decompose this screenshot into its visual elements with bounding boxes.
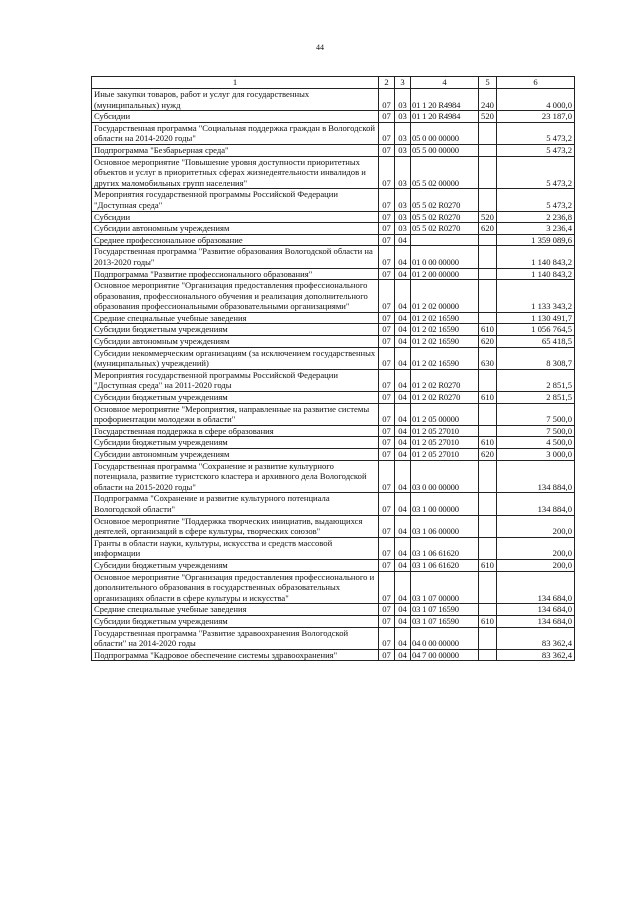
amount-cell: 2 236,8 xyxy=(497,211,575,223)
expense-type-cell: 520 xyxy=(479,111,497,123)
table-row xyxy=(92,604,575,616)
expense-type-cell xyxy=(479,649,497,661)
row-name-cell: Среднее профессиональное образование xyxy=(92,234,379,246)
section-cell: 07 xyxy=(379,211,395,223)
table-row xyxy=(92,649,575,661)
amount-cell: 1 056 764,5 xyxy=(497,324,575,336)
target-article-cell: 01 2 00 00000 xyxy=(411,268,479,280)
table-row xyxy=(92,347,575,369)
subsection-cell: 03 xyxy=(395,89,411,111)
table-row xyxy=(92,425,575,437)
section-cell: 07 xyxy=(379,627,395,649)
section-cell: 07 xyxy=(379,223,395,235)
section-cell: 07 xyxy=(379,122,395,144)
subsection-cell: 04 xyxy=(395,234,411,246)
subsection-cell: 03 xyxy=(395,211,411,223)
row-name-cell: Государственная программа "Сохранение и развитие культурного потенциала, развитие туристского кластера и архивного дела Вологодской области на 2015-2020 годы" xyxy=(92,460,379,493)
row-name-cell: Основное мероприятие "Повышение уровня доступности приоритетных объектов и услуг в приоритетных сферах жизнедеятельности инвалидов и других маломобильных групп населения" xyxy=(92,156,379,189)
amount-cell: 134 684,0 xyxy=(497,571,575,604)
expense-type-cell xyxy=(479,403,497,425)
subsection-cell: 04 xyxy=(395,571,411,604)
amount-cell: 1 130 491,7 xyxy=(497,312,575,324)
amount-cell: 1 140 843,2 xyxy=(497,246,575,268)
amount-cell: 200,0 xyxy=(497,559,575,571)
table-row xyxy=(92,392,575,404)
amount-cell: 200,0 xyxy=(497,515,575,537)
expense-type-cell xyxy=(479,234,497,246)
target-article-cell: 01 1 20 R4984 xyxy=(411,111,479,123)
row-name-cell: Иные закупки товаров, работ и услуг для государственных (муниципальных) нужд xyxy=(92,89,379,111)
row-name-cell: Субсидии автономным учреждениям xyxy=(92,449,379,461)
section-cell: 07 xyxy=(379,515,395,537)
table-row xyxy=(92,515,575,537)
expense-type-cell: 620 xyxy=(479,223,497,235)
expense-type-cell xyxy=(479,312,497,324)
target-article-cell: 04 0 00 00000 xyxy=(411,627,479,649)
expense-type-cell xyxy=(479,189,497,211)
row-name-cell: Средние специальные учебные заведения xyxy=(92,604,379,616)
target-article-cell: 03 1 00 00000 xyxy=(411,493,479,515)
row-name-cell: Субсидии бюджетным учреждениям xyxy=(92,615,379,627)
section-cell: 07 xyxy=(379,347,395,369)
subsection-cell: 04 xyxy=(395,437,411,449)
table-row xyxy=(92,211,575,223)
table-row xyxy=(92,369,575,391)
section-cell: 07 xyxy=(379,604,395,616)
section-cell: 07 xyxy=(379,392,395,404)
subsection-cell: 04 xyxy=(395,537,411,559)
table-row xyxy=(92,144,575,156)
subsection-cell: 04 xyxy=(395,324,411,336)
target-article-cell: 03 1 07 00000 xyxy=(411,571,479,604)
subsection-cell: 04 xyxy=(395,649,411,661)
section-cell: 07 xyxy=(379,403,395,425)
target-article-cell: 04 7 00 00000 xyxy=(411,649,479,661)
expense-type-cell xyxy=(479,604,497,616)
target-article-cell: 01 2 05 27010 xyxy=(411,449,479,461)
target-article-cell: 01 2 05 00000 xyxy=(411,403,479,425)
expense-type-cell xyxy=(479,246,497,268)
amount-cell: 5 473,2 xyxy=(497,156,575,189)
subsection-cell: 03 xyxy=(395,144,411,156)
table-row xyxy=(92,460,575,493)
target-article-cell: 01 2 02 16590 xyxy=(411,336,479,348)
table-row xyxy=(92,403,575,425)
row-name-cell: Основное мероприятие "Организация предоставления профессионального и дополнительного образования в государственных образовательных организациях области в сфере культуры и искусства" xyxy=(92,571,379,604)
row-name-cell: Подпрограмма "Кадровое обеспечение системы здравоохранения" xyxy=(92,649,379,661)
row-name-cell: Субсидии бюджетным учреждениям xyxy=(92,324,379,336)
table-row xyxy=(92,234,575,246)
section-cell: 07 xyxy=(379,449,395,461)
column-header: 4 xyxy=(411,77,479,89)
target-article-cell: 03 1 06 00000 xyxy=(411,515,479,537)
table-row xyxy=(92,437,575,449)
row-name-cell: Субсидии некоммерческим организациям (за исключением государственных (муниципальных) учреждений) xyxy=(92,347,379,369)
amount-cell: 83 362,4 xyxy=(497,649,575,661)
row-name-cell: Субсидии бюджетным учреждениям xyxy=(92,392,379,404)
row-name-cell: Государственная программа "Развитие образования Вологодской области на 2013-2020 годы" xyxy=(92,246,379,268)
row-name-cell: Субсидии xyxy=(92,111,379,123)
section-cell: 07 xyxy=(379,437,395,449)
subsection-cell: 04 xyxy=(395,493,411,515)
amount-cell: 2 851,5 xyxy=(497,392,575,404)
section-cell: 07 xyxy=(379,144,395,156)
expense-type-cell: 610 xyxy=(479,437,497,449)
row-name-cell: Мероприятия государственной программы Российской Федерации "Доступная среда" на 2011-2020 годы xyxy=(92,369,379,391)
table-row xyxy=(92,537,575,559)
expense-type-cell xyxy=(479,460,497,493)
subsection-cell: 04 xyxy=(395,347,411,369)
subsection-cell: 04 xyxy=(395,460,411,493)
subsection-cell: 04 xyxy=(395,627,411,649)
section-cell: 07 xyxy=(379,336,395,348)
table-row xyxy=(92,156,575,189)
section-cell: 07 xyxy=(379,571,395,604)
table-row xyxy=(92,449,575,461)
table-row xyxy=(92,571,575,604)
subsection-cell: 04 xyxy=(395,425,411,437)
expense-type-cell: 610 xyxy=(479,324,497,336)
expense-type-cell xyxy=(479,122,497,144)
amount-cell: 8 308,7 xyxy=(497,347,575,369)
row-name-cell: Подпрограмма "Развитие профессионального образования" xyxy=(92,268,379,280)
amount-cell: 3 000,0 xyxy=(497,449,575,461)
table-header-row xyxy=(92,77,575,89)
table-row xyxy=(92,324,575,336)
section-cell: 07 xyxy=(379,649,395,661)
subsection-cell: 03 xyxy=(395,223,411,235)
row-name-cell: Субсидии автономным учреждениям xyxy=(92,336,379,348)
row-name-cell: Субсидии бюджетным учреждениям xyxy=(92,559,379,571)
subsection-cell: 03 xyxy=(395,111,411,123)
page-number: 44 xyxy=(316,43,324,52)
expense-type-cell xyxy=(479,280,497,313)
expense-type-cell: 610 xyxy=(479,392,497,404)
budget-table xyxy=(91,76,575,661)
expense-type-cell: 620 xyxy=(479,449,497,461)
target-article-cell: 05 0 00 00000 xyxy=(411,122,479,144)
amount-cell: 5 473,2 xyxy=(497,122,575,144)
expense-type-cell xyxy=(479,425,497,437)
expense-type-cell xyxy=(479,537,497,559)
amount-cell: 200,0 xyxy=(497,537,575,559)
target-article-cell: 01 2 05 27010 xyxy=(411,437,479,449)
expense-type-cell: 620 xyxy=(479,336,497,348)
column-header: 5 xyxy=(479,77,497,89)
row-name-cell: Государственная программа "Развитие здравоохранения Вологодской области" на 2014-2020 годы xyxy=(92,627,379,649)
expense-type-cell xyxy=(479,515,497,537)
section-cell: 07 xyxy=(379,493,395,515)
expense-type-cell xyxy=(479,627,497,649)
subsection-cell: 03 xyxy=(395,189,411,211)
target-article-cell: 03 1 06 61620 xyxy=(411,537,479,559)
amount-cell: 2 851,5 xyxy=(497,369,575,391)
target-article-cell: 03 1 06 61620 xyxy=(411,559,479,571)
amount-cell: 23 187,0 xyxy=(497,111,575,123)
amount-cell: 4 000,0 xyxy=(497,89,575,111)
section-cell: 07 xyxy=(379,268,395,280)
subsection-cell: 04 xyxy=(395,280,411,313)
column-header: 2 xyxy=(379,77,395,89)
amount-cell: 4 500,0 xyxy=(497,437,575,449)
subsection-cell: 04 xyxy=(395,336,411,348)
expense-type-cell: 240 xyxy=(479,89,497,111)
section-cell: 07 xyxy=(379,189,395,211)
table-row xyxy=(92,280,575,313)
section-cell: 07 xyxy=(379,425,395,437)
table-row xyxy=(92,627,575,649)
subsection-cell: 04 xyxy=(395,449,411,461)
row-name-cell: Основное мероприятие "Организация предоставления профессионального образования, профессионального обучения и реализация дополнительного образования профессиональными образовательными организациями" xyxy=(92,280,379,313)
expense-type-cell xyxy=(479,156,497,189)
table-row xyxy=(92,615,575,627)
subsection-cell: 04 xyxy=(395,268,411,280)
section-cell: 07 xyxy=(379,89,395,111)
expense-type-cell: 610 xyxy=(479,615,497,627)
target-article-cell: 01 2 02 16590 xyxy=(411,347,479,369)
section-cell: 07 xyxy=(379,537,395,559)
column-header: 1 xyxy=(92,77,379,89)
target-article-cell: 01 2 02 00000 xyxy=(411,280,479,313)
row-name-cell: Подпрограмма "Сохранение и развитие культурного потенциала Вологодской области" xyxy=(92,493,379,515)
expense-type-cell: 610 xyxy=(479,559,497,571)
row-name-cell: Субсидии бюджетным учреждениям xyxy=(92,437,379,449)
amount-cell: 134 684,0 xyxy=(497,615,575,627)
expense-type-cell xyxy=(479,144,497,156)
row-name-cell: Подпрограмма "Безбарьерная среда" xyxy=(92,144,379,156)
amount-cell: 134 884,0 xyxy=(497,460,575,493)
target-article-cell: 05 5 02 R0270 xyxy=(411,189,479,211)
section-cell: 07 xyxy=(379,111,395,123)
budget-table-sheet xyxy=(91,76,574,661)
column-header: 6 xyxy=(497,77,575,89)
target-article-cell: 03 0 00 00000 xyxy=(411,460,479,493)
section-cell: 07 xyxy=(379,369,395,391)
target-article-cell: 05 5 02 R0270 xyxy=(411,223,479,235)
subsection-cell: 04 xyxy=(395,515,411,537)
expense-type-cell xyxy=(479,268,497,280)
subsection-cell: 04 xyxy=(395,559,411,571)
row-name-cell: Основное мероприятие "Мероприятия, направленные на развитие системы профориентации молодежи в области" xyxy=(92,403,379,425)
target-article-cell: 05 5 00 00000 xyxy=(411,144,479,156)
amount-cell: 1 359 089,6 xyxy=(497,234,575,246)
amount-cell: 134 884,0 xyxy=(497,493,575,515)
section-cell: 07 xyxy=(379,615,395,627)
amount-cell: 1 133 343,2 xyxy=(497,280,575,313)
table-row xyxy=(92,122,575,144)
table-row xyxy=(92,223,575,235)
expense-type-cell: 630 xyxy=(479,347,497,369)
section-cell: 07 xyxy=(379,324,395,336)
amount-cell: 5 473,2 xyxy=(497,144,575,156)
column-header: 3 xyxy=(395,77,411,89)
target-article-cell: 03 1 07 16590 xyxy=(411,604,479,616)
target-article-cell: 01 2 02 R0270 xyxy=(411,392,479,404)
target-article-cell: 01 1 20 R4984 xyxy=(411,89,479,111)
table-row xyxy=(92,268,575,280)
amount-cell: 1 140 843,2 xyxy=(497,268,575,280)
section-cell: 07 xyxy=(379,559,395,571)
subsection-cell: 04 xyxy=(395,392,411,404)
section-cell: 07 xyxy=(379,246,395,268)
target-article-cell: 05 5 02 R0270 xyxy=(411,211,479,223)
section-cell: 07 xyxy=(379,156,395,189)
section-cell: 07 xyxy=(379,234,395,246)
section-cell: 07 xyxy=(379,312,395,324)
subsection-cell: 04 xyxy=(395,369,411,391)
row-name-cell: Мероприятия государственной программы Российской Федерации "Доступная среда" xyxy=(92,189,379,211)
subsection-cell: 04 xyxy=(395,604,411,616)
amount-cell: 3 236,4 xyxy=(497,223,575,235)
table-row xyxy=(92,111,575,123)
table-row xyxy=(92,312,575,324)
target-article-cell: 01 2 02 16590 xyxy=(411,324,479,336)
row-name-cell: Государственная программа "Социальная поддержка граждан в Вологодской области на 2014-2020 годы" xyxy=(92,122,379,144)
table-row xyxy=(92,189,575,211)
table-row xyxy=(92,246,575,268)
subsection-cell: 03 xyxy=(395,122,411,144)
table-row xyxy=(92,493,575,515)
amount-cell: 5 473,2 xyxy=(497,189,575,211)
subsection-cell: 04 xyxy=(395,403,411,425)
expense-type-cell xyxy=(479,369,497,391)
table-row xyxy=(92,559,575,571)
table-row xyxy=(92,89,575,111)
section-cell: 07 xyxy=(379,280,395,313)
row-name-cell: Основное мероприятие "Поддержка творческих инициатив, выдающихся деятелей, организаций в сфере культуры, творческих союзов" xyxy=(92,515,379,537)
target-article-cell: 01 0 00 00000 xyxy=(411,246,479,268)
target-article-cell: 05 5 02 00000 xyxy=(411,156,479,189)
expense-type-cell: 520 xyxy=(479,211,497,223)
target-article-cell: 03 1 07 16590 xyxy=(411,615,479,627)
table-row xyxy=(92,336,575,348)
amount-cell: 134 684,0 xyxy=(497,604,575,616)
expense-type-cell xyxy=(479,571,497,604)
amount-cell: 83 362,4 xyxy=(497,627,575,649)
row-name-cell: Государственная поддержка в сфере образования xyxy=(92,425,379,437)
amount-cell: 7 500,0 xyxy=(497,425,575,437)
subsection-cell: 04 xyxy=(395,615,411,627)
table-body xyxy=(92,89,575,661)
target-article-cell xyxy=(411,234,479,246)
row-name-cell: Средние специальные учебные заведения xyxy=(92,312,379,324)
subsection-cell: 04 xyxy=(395,246,411,268)
amount-cell: 65 418,5 xyxy=(497,336,575,348)
amount-cell: 7 500,0 xyxy=(497,403,575,425)
subsection-cell: 04 xyxy=(395,312,411,324)
expense-type-cell xyxy=(479,493,497,515)
target-article-cell: 01 2 02 16590 xyxy=(411,312,479,324)
target-article-cell: 01 2 05 27010 xyxy=(411,425,479,437)
row-name-cell: Гранты в области науки, культуры, искусства и средств массовой информации xyxy=(92,537,379,559)
row-name-cell: Субсидии xyxy=(92,211,379,223)
section-cell: 07 xyxy=(379,460,395,493)
target-article-cell: 01 2 02 R0270 xyxy=(411,369,479,391)
row-name-cell: Субсидии автономным учреждениям xyxy=(92,223,379,235)
subsection-cell: 03 xyxy=(395,156,411,189)
